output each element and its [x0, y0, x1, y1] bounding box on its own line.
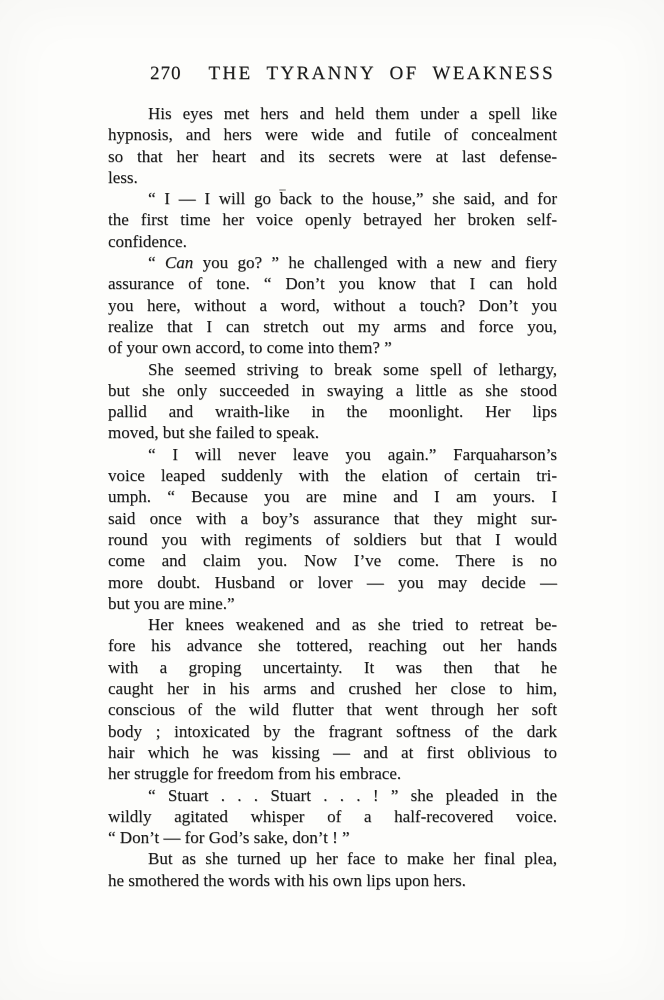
text-run: her struggle for freedom from his embrace.: [108, 764, 402, 784]
text-run: round you with regiments of soldiers but that I would: [108, 529, 557, 549]
text-run: less.: [108, 167, 138, 187]
text-line: [108, 806, 557, 827]
text-run: conscious of the wild flutter that went through her soft: [108, 700, 557, 720]
text-line: [108, 827, 557, 848]
text-line: [108, 209, 557, 230]
text-run: said once with a boy’s assurance that they might sur-: [108, 508, 557, 528]
text-line: [108, 848, 557, 869]
text-line: [108, 252, 557, 273]
text-run: realize that I can stretch out my arms and force you,: [108, 316, 557, 336]
running-head: [108, 62, 557, 86]
text-run: fore his advance she tottered, reaching out her hands: [108, 636, 557, 656]
text-run: His eyes met hers and held them under a spell like: [148, 104, 557, 123]
text-line: [108, 614, 557, 635]
text-run: so that her heart and its secrets were at last defense-: [108, 146, 557, 166]
text-line: [108, 486, 557, 507]
text-line: [108, 742, 557, 763]
text-line: [108, 870, 557, 891]
page-number: 270: [150, 63, 182, 84]
text-line: [108, 635, 557, 656]
text-line: [108, 529, 557, 550]
text-run: But as she turned up her face to make her final plea,: [148, 849, 557, 869]
text-run: you go? ” he challenged with a new and fiery: [193, 253, 557, 273]
text-run: confidence.: [108, 231, 187, 251]
text-run: She seemed striving to break some spell of lethargy,: [148, 359, 557, 379]
text-line: [108, 401, 557, 422]
text-run: wildly agitated whisper of a half-recovered voice.: [108, 806, 557, 826]
text-line: [108, 103, 557, 124]
running-title: THE TYRANNY OF WEAKNESS: [208, 63, 555, 84]
text-run: pallid and wraith-like in the moonlight. Her lips: [108, 402, 557, 422]
text-line: [108, 422, 557, 443]
text-line: [108, 550, 557, 571]
text-line: [108, 337, 557, 358]
text-line: [108, 721, 557, 742]
text-run: assurance of tone. “ Don’t you know that I can hold: [108, 274, 557, 294]
text-line: [108, 657, 557, 678]
text-run: “ Stuart . . . Stuart . . . ! ” she pleaded in the: [148, 785, 557, 805]
text-run: come and claim you. Now I’ve come. There is no: [108, 551, 557, 571]
text-line: [108, 572, 557, 593]
text-run: “ I will never leave you again.” Farquaharson’s: [148, 444, 557, 464]
italic-run: Can: [164, 253, 194, 273]
text-run: “: [148, 253, 165, 273]
text-run: Her knees weakened and as she tried to retreat be-: [148, 615, 557, 635]
text-line: [108, 380, 557, 401]
text-line: [108, 295, 557, 316]
text-run: “ Don’t — for God’s sake, don’t ! ”: [108, 828, 350, 848]
text-run: moved, but she failed to speak.: [108, 423, 320, 443]
text-line: [108, 188, 557, 209]
text-line: [108, 593, 557, 614]
text-run: voice leaped suddenly with the elation of certain tri-: [108, 466, 557, 486]
text-run: you here, without a word, without a touch? Don’t you: [108, 295, 557, 315]
text-run: the first time her voice openly betrayed her broken self-: [108, 210, 557, 230]
text-run: hypnosis, and hers were wide and futile of concealment: [108, 125, 557, 145]
text-line: [108, 146, 557, 167]
text-line: [108, 167, 557, 188]
text-run: “ I — I will go back to the house,” she said, and for: [148, 189, 557, 209]
text-line: [108, 359, 557, 380]
text-line: [108, 124, 557, 145]
text-block: [108, 103, 557, 891]
text-line: [108, 678, 557, 699]
text-run: caught her in his arms and crushed her close to him,: [108, 679, 557, 699]
text-line: [108, 444, 557, 465]
text-line: [108, 316, 557, 337]
text-run: hair which he was kissing — and at first oblivious to: [108, 742, 557, 762]
text-run: he smothered the words with his own lips upon hers.: [108, 870, 466, 890]
text-line: [108, 699, 557, 720]
text-run: but she only succeeded in swaying a little as she stood: [108, 380, 557, 400]
text-run: body ; intoxicated by the fragrant softness of the dark: [108, 721, 557, 741]
text-line: [108, 273, 557, 294]
text-run: of your own accord, to come into them? ”: [108, 338, 392, 358]
text-run: with a groping uncertainty. It was then that he: [108, 657, 557, 677]
text-run: more doubt. Husband or lover — you may decide —: [108, 572, 557, 592]
text-line: [108, 763, 557, 784]
text-line: [108, 508, 557, 529]
text-run: umph. “ Because you are mine and I am yours. I: [108, 487, 557, 507]
text-line: [108, 785, 557, 806]
text-run: but you are mine.”: [108, 593, 235, 613]
text-line: [108, 231, 557, 252]
text-line: [108, 465, 557, 486]
